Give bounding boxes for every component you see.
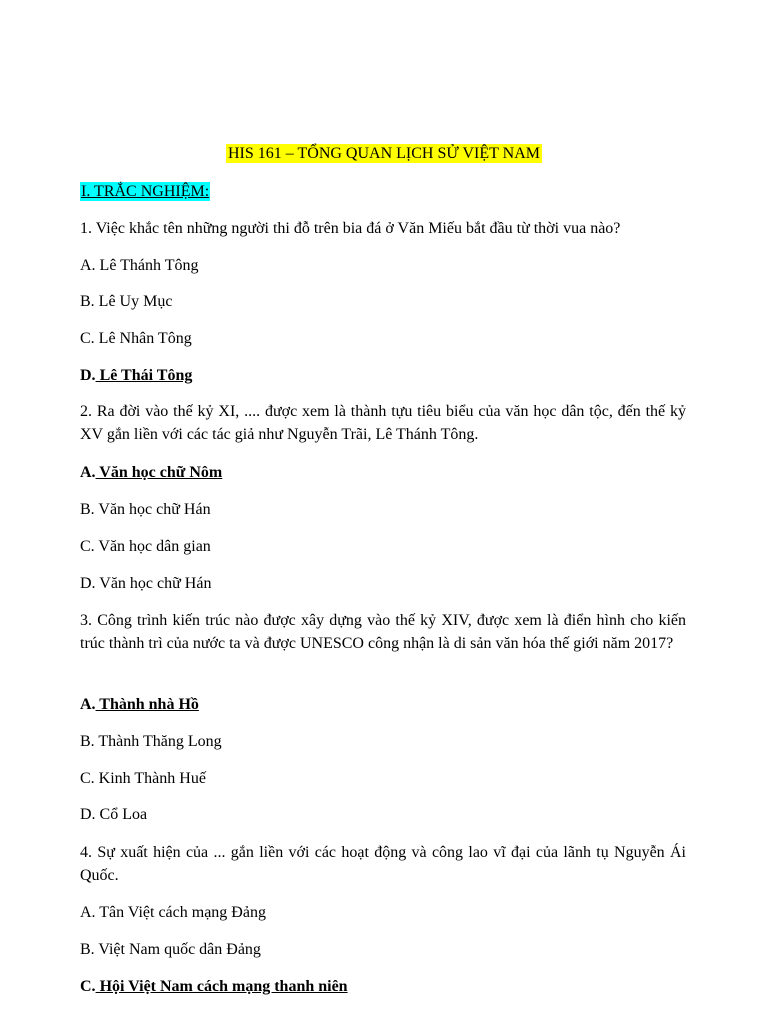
question-2: 2. Ra đời vào thế kỷ XI, .... được xem là thành tựu tiêu biểu của văn học dân tộc, đến thế kỷ XV gắn liền với các tác giả như Nguyễn Trãi, Lê Thánh Tông. xyxy=(80,403,686,443)
q3-option-a-text: Thành nhà Hồ xyxy=(95,696,199,713)
q3-option-a-correct xyxy=(80,693,686,716)
q4-option-c-text: Hội Việt Nam cách mạng thanh niên xyxy=(95,978,348,995)
q1-option-c: C. Lê Nhân Tông xyxy=(80,330,192,347)
document-title xyxy=(0,143,768,165)
q4-option-c-correct xyxy=(80,975,686,998)
title-text: HIS 161 – TỔNG QUAN LỊCH SỬ VIỆT NAM xyxy=(228,145,540,162)
section-heading-text: I. TRẮC NGHIỆM: xyxy=(81,183,210,200)
q2-option-a-letter: A. xyxy=(80,464,96,481)
q2-option-c: C. Văn học dân gian xyxy=(80,538,211,555)
q2-option-a-text: Văn học chữ Nôm xyxy=(95,464,223,481)
q1-option-d-text: Lê Thái Tông xyxy=(95,367,193,384)
q3-option-c: C. Kinh Thành Huế xyxy=(80,770,206,787)
q2-option-a-correct xyxy=(80,461,686,484)
question-1: 1. Việc khắc tên những người thi đỗ trên bia đá ở Văn Miếu bắt đầu từ thời vua nào? xyxy=(80,220,621,237)
q1-option-b: B. Lê Uy Mục xyxy=(80,293,173,310)
q4-option-b: B. Việt Nam quốc dân Đảng xyxy=(80,941,261,958)
q2-option-d: D. Văn học chữ Hán xyxy=(80,575,212,592)
q1-option-a: A. Lê Thánh Tông xyxy=(80,257,199,274)
q4-option-c-letter: C. xyxy=(80,978,96,995)
q2-option-b: B. Văn học chữ Hán xyxy=(80,501,211,518)
q3-option-a-letter: A. xyxy=(80,696,96,713)
q3-option-b: B. Thành Thăng Long xyxy=(80,733,222,750)
q1-option-d-correct xyxy=(80,364,686,387)
section-heading xyxy=(80,180,686,203)
question-4: 4. Sự xuất hiện của ... gắn liền với các hoạt động và công lao vĩ đại của lãnh tụ Nguyễn Ái Quốc. xyxy=(80,844,686,884)
q3-option-d: D. Cổ Loa xyxy=(80,806,148,823)
q4-option-a: A. Tân Việt cách mạng Đảng xyxy=(80,904,266,921)
question-3: 3. Công trình kiến trúc nào được xây dựng vào thế kỷ XIV, được xem là điển hình cho kiến trúc thành trì của nước ta và được UNESCO công nhận là di sản văn hóa thế giới năm 2017? xyxy=(80,612,686,652)
q1-option-d-letter: D. xyxy=(80,367,96,384)
